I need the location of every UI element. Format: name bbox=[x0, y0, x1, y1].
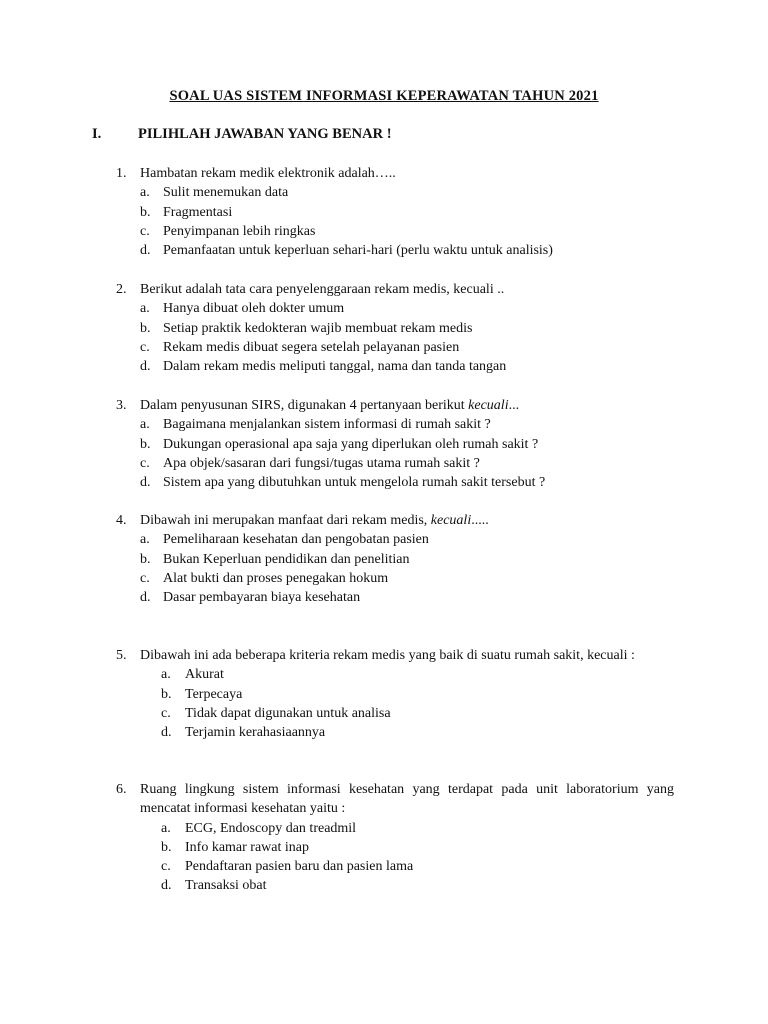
option-text: Apa objek/sasaran dari fungsi/tugas utama rumah sakit ? bbox=[163, 455, 480, 471]
option-text: Transaksi obat bbox=[185, 878, 267, 894]
option-letter: a. bbox=[140, 417, 150, 433]
option-letter: b. bbox=[161, 839, 172, 855]
question-text: Dibawah ini ada beberapa kriteria rekam medis yang baik di suatu rumah sakit, kecuali : bbox=[140, 648, 635, 663]
option-letter: d. bbox=[140, 475, 151, 491]
option-text: Rekam medis dibuat segera setelah pelayanan pasien bbox=[163, 339, 460, 355]
question-5 bbox=[116, 646, 674, 742]
option-text: ECG, Endoscopy dan treadmil bbox=[185, 820, 357, 836]
option-letter: b. bbox=[140, 436, 151, 452]
option-letter: b. bbox=[140, 320, 151, 336]
option-text: Akurat bbox=[185, 667, 224, 683]
option-c bbox=[116, 338, 674, 357]
question-text: Berikut adalah tata cara penyelenggaraan rekam medis, kecuali .. bbox=[140, 282, 505, 297]
option-text: Dasar pembayaran biaya kesehatan bbox=[163, 590, 361, 606]
option-a bbox=[116, 530, 674, 549]
option-list bbox=[116, 415, 674, 492]
option-text: Pendaftaran pasien baru dan pasien lama bbox=[185, 859, 414, 875]
option-d bbox=[116, 723, 674, 742]
option-c bbox=[116, 454, 674, 473]
question-4 bbox=[116, 511, 674, 607]
option-letter: a. bbox=[140, 301, 150, 317]
option-text: Tidak dapat digunakan untuk analisa bbox=[185, 705, 391, 721]
option-a bbox=[116, 299, 674, 318]
question-number: 5. bbox=[116, 648, 127, 663]
option-d bbox=[116, 588, 674, 607]
question-6 bbox=[116, 780, 674, 896]
option-a bbox=[116, 415, 674, 434]
option-c bbox=[116, 222, 674, 241]
question-text: Dibawah ini merupakan manfaat dari rekam medis, kecuali..... bbox=[140, 513, 489, 528]
option-letter: c. bbox=[161, 859, 171, 875]
section-instruction: PILIHLAH JAWABAN YANG BENAR ! bbox=[138, 126, 392, 142]
option-text: Bukan Keperluan pendidikan dan penelitian bbox=[163, 551, 410, 567]
question-number: 6. bbox=[116, 782, 127, 797]
option-a bbox=[116, 665, 674, 684]
option-d bbox=[116, 473, 674, 492]
question-text: Dalam penyusunan SIRS, digunakan 4 pertanyaan berikut kecuali... bbox=[140, 398, 520, 413]
option-text: Bagaimana menjalankan sistem informasi di rumah sakit ? bbox=[163, 417, 491, 433]
option-letter: d. bbox=[140, 243, 151, 259]
option-letter: c. bbox=[140, 223, 150, 239]
option-letter: c. bbox=[140, 339, 150, 355]
question-1 bbox=[116, 164, 674, 260]
option-text: Terjamin kerahasiaannya bbox=[185, 725, 326, 741]
option-b bbox=[116, 685, 674, 704]
question-text: Ruang lingkung sistem informasi kesehatan yang terdapat pada unit laboratorium yang mencatat informasi kesehatan yaitu : bbox=[140, 782, 674, 817]
option-list bbox=[116, 665, 674, 742]
option-text: Pemeliharaan kesehatan dan pengobatan pasien bbox=[163, 532, 429, 548]
option-text: Setiap praktik kedokteran wajib membuat rekam medis bbox=[163, 320, 473, 336]
option-d bbox=[116, 876, 674, 895]
option-d bbox=[116, 357, 674, 376]
option-letter: d. bbox=[140, 359, 151, 375]
option-letter: c. bbox=[140, 455, 150, 471]
option-letter: d. bbox=[161, 725, 172, 741]
option-letter: d. bbox=[161, 878, 172, 894]
option-c bbox=[116, 857, 674, 876]
section-number: I. bbox=[92, 126, 102, 142]
option-d bbox=[116, 241, 674, 260]
option-list bbox=[116, 530, 674, 607]
question-number: 1. bbox=[116, 166, 127, 181]
option-text: Terpecaya bbox=[185, 686, 243, 702]
option-c bbox=[116, 569, 674, 588]
option-text: Dalam rekam medis meliputi tanggal, nama dan tanda tangan bbox=[163, 359, 507, 375]
option-letter: b. bbox=[161, 686, 172, 702]
option-letter: b. bbox=[140, 551, 151, 567]
question-2 bbox=[116, 280, 674, 376]
emphasis-kecuali: kecuali bbox=[468, 398, 509, 413]
option-b bbox=[116, 435, 674, 454]
option-text: Info kamar rawat inap bbox=[185, 839, 309, 855]
option-text: Alat bukti dan proses penegakan hokum bbox=[163, 570, 389, 586]
option-list bbox=[116, 299, 674, 376]
option-letter: b. bbox=[140, 204, 151, 220]
option-b bbox=[116, 838, 674, 857]
option-letter: a. bbox=[140, 185, 150, 201]
option-b bbox=[116, 319, 674, 338]
option-a bbox=[116, 819, 674, 838]
document-title: SOAL UAS SISTEM INFORMASI KEPERAWATAN TAHUN 2021 bbox=[169, 88, 599, 104]
option-b bbox=[116, 203, 674, 222]
option-text: Pemanfaatan untuk keperluan sehari-hari (perlu waktu untuk analisis) bbox=[163, 243, 553, 259]
option-b bbox=[116, 550, 674, 569]
option-a bbox=[116, 183, 674, 202]
option-letter: d. bbox=[140, 590, 151, 606]
option-c bbox=[116, 704, 674, 723]
question-number: 2. bbox=[116, 282, 127, 297]
option-text: Dukungan operasional apa saja yang diperlukan oleh rumah sakit ? bbox=[163, 436, 539, 452]
option-letter: a. bbox=[161, 667, 171, 683]
option-letter: a. bbox=[161, 820, 171, 836]
option-text: Penyimpanan lebih ringkas bbox=[163, 223, 316, 239]
question-number: 4. bbox=[116, 513, 127, 528]
option-text: Sulit menemukan data bbox=[163, 185, 289, 201]
option-letter: c. bbox=[140, 570, 150, 586]
question-text: Hambatan rekam medik elektronik adalah….. bbox=[140, 166, 396, 181]
option-letter: a. bbox=[140, 532, 150, 548]
question-3 bbox=[116, 396, 674, 492]
option-text: Sistem apa yang dibutuhkan untuk mengelola rumah sakit tersebut ? bbox=[163, 475, 546, 491]
emphasis-kecuali: kecuali bbox=[430, 513, 472, 528]
option-list bbox=[116, 183, 674, 260]
option-text: Hanya dibuat oleh dokter umum bbox=[163, 301, 345, 317]
option-letter: c. bbox=[161, 705, 171, 721]
question-number: 3. bbox=[116, 398, 127, 413]
option-text: Fragmentasi bbox=[163, 204, 233, 220]
option-list bbox=[116, 819, 674, 896]
